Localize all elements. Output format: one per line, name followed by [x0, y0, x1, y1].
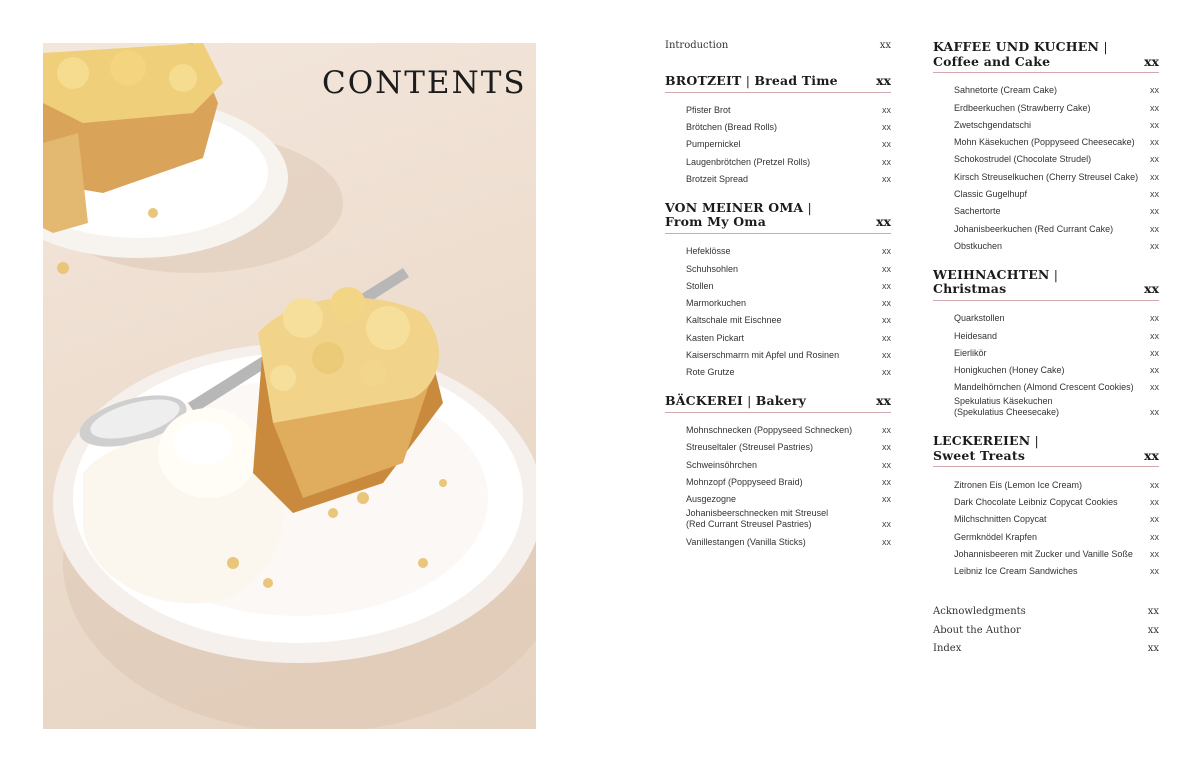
recipe-entry[interactable] — [954, 379, 1159, 396]
recipe-name: Vanillestangen (Vanilla Sticks) — [686, 536, 806, 547]
recipe-name: Schweinsöhrchen — [686, 459, 758, 470]
recipe-entry[interactable] — [954, 345, 1159, 362]
recipe-name: Mandelhörnchen (Almond Crescent Cookies) — [954, 382, 1134, 393]
recipe-page-number: xx — [882, 263, 891, 274]
recipe-page-number: xx — [1150, 119, 1159, 130]
recipe-entry[interactable] — [686, 456, 891, 473]
section-page-number: xx — [1144, 447, 1159, 463]
recipe-name: Germknödel Krapfen — [954, 531, 1038, 542]
recipe-page-number: xx — [1150, 347, 1159, 358]
section-heading[interactable] — [665, 74, 891, 93]
toc-section — [933, 40, 1159, 255]
recipe-entry[interactable] — [686, 260, 891, 277]
back-matter-entry[interactable] — [933, 606, 1159, 625]
recipe-name: Marmorkuchen — [686, 298, 747, 309]
back-matter-label: Index — [933, 643, 962, 655]
section-title-german: BÄCKEREI — [665, 393, 743, 409]
recipe-entry[interactable] — [686, 329, 891, 346]
recipe-name: Brotzeit Spread — [686, 173, 749, 184]
section-heading[interactable] — [933, 434, 1159, 467]
section-title-english: From My Oma — [665, 214, 767, 230]
recipe-page-number: xx — [882, 280, 891, 291]
recipe-entry[interactable] — [686, 171, 891, 188]
recipe-list — [933, 82, 1159, 255]
recipe-page-number: xx — [1150, 154, 1159, 165]
recipe-page-number: xx — [1150, 407, 1159, 418]
recipe-entry[interactable] — [954, 186, 1159, 203]
recipe-page-number: xx — [882, 315, 891, 326]
recipe-list — [933, 310, 1159, 421]
recipe-name: Dark Chocolate Leibniz Copycat Cookies — [954, 497, 1118, 508]
section-title-german: KAFFEE UND KUCHEN — [933, 39, 1100, 54]
section-page-number: xx — [876, 214, 891, 230]
section-title-separator: | — [741, 73, 755, 88]
recipe-entry[interactable] — [954, 494, 1159, 511]
recipe-page-number: xx — [882, 350, 891, 361]
recipe-page-number: xx — [882, 459, 891, 470]
recipe-name: Spekulatius Käsekuchen (Spekulatius Cheesecake) — [954, 396, 1060, 418]
toc-column-right — [933, 40, 1159, 662]
recipe-name: Pfister Brot — [686, 104, 731, 115]
section-title-english: Sweet Treats — [933, 447, 1026, 463]
recipe-page-number: xx — [1150, 330, 1159, 341]
recipe-entry[interactable] — [954, 151, 1159, 168]
recipe-page-number: xx — [1150, 548, 1159, 559]
section-page-number: xx — [1144, 53, 1159, 69]
recipe-entry[interactable] — [954, 546, 1159, 563]
recipe-page-number: xx — [1150, 497, 1159, 508]
recipe-name: Quarkstollen — [954, 313, 1005, 324]
recipe-entry[interactable] — [686, 153, 891, 170]
recipe-entry[interactable] — [954, 528, 1159, 545]
recipe-name: Mohn Käsekuchen (Poppyseed Cheesecake) — [954, 137, 1135, 148]
recipe-list — [933, 476, 1159, 580]
back-matter-page: xx — [1147, 643, 1159, 655]
section-title-english: Bakery — [755, 393, 807, 409]
recipe-page-number: xx — [1150, 240, 1159, 251]
recipe-page-number: xx — [882, 477, 891, 488]
recipe-entry[interactable] — [686, 243, 891, 260]
recipe-name: Pumpernickel — [686, 139, 741, 150]
recipe-name: Sachertorte — [954, 206, 1001, 217]
section-title-german: LECKEREIEN — [933, 433, 1031, 449]
recipe-page-number: xx — [1150, 206, 1159, 217]
back-matter-page: xx — [1147, 624, 1159, 636]
recipe-list — [665, 243, 891, 381]
section-page-number: xx — [876, 393, 891, 409]
recipe-entry[interactable] — [686, 295, 891, 312]
recipe-page-number: xx — [1150, 531, 1159, 542]
recipe-name: Johanisbeerschnecken mit Streusel (Red Currant Streusel Pastries) — [686, 508, 829, 530]
recipe-entry[interactable] — [954, 327, 1159, 344]
recipe-entry[interactable] — [954, 99, 1159, 116]
recipe-name: Rote Grutze — [686, 367, 735, 378]
recipe-name: Eierlikör — [954, 347, 987, 358]
recipe-name: Kaiserschmarrn mit Apfel und Rosinen — [686, 350, 840, 361]
section-heading[interactable] — [665, 394, 891, 413]
recipe-entry[interactable] — [954, 563, 1159, 580]
recipe-page-number: xx — [1150, 102, 1159, 113]
section-title-separator: | — [742, 393, 756, 409]
recipe-entry[interactable] — [686, 136, 891, 153]
recipe-list — [665, 422, 891, 551]
section-title — [665, 201, 812, 230]
recipe-name: Kaltschale mit Eischnee — [686, 315, 782, 326]
cover-photo — [43, 43, 536, 729]
recipe-entry[interactable] — [954, 134, 1159, 151]
recipe-entry[interactable] — [686, 422, 891, 439]
recipe-page-number: xx — [1150, 382, 1159, 393]
recipe-name: Ausgezogne — [686, 494, 737, 505]
back-matter-page: xx — [1147, 606, 1159, 618]
toc-section — [933, 434, 1159, 580]
recipe-entry[interactable] — [686, 312, 891, 329]
recipe-list — [665, 102, 891, 188]
recipe-entry[interactable] — [954, 362, 1159, 379]
dessert-photo-illustration — [43, 43, 536, 729]
toc-column-left — [665, 40, 891, 564]
recipe-entry[interactable] — [954, 396, 1159, 421]
section-title — [665, 394, 806, 409]
recipe-entry[interactable] — [954, 220, 1159, 237]
back-plate — [43, 43, 288, 258]
recipe-entry[interactable] — [686, 474, 891, 491]
recipe-name: Mohnzopf (Poppyseed Braid) — [686, 477, 803, 488]
toc-section — [665, 394, 891, 550]
recipe-page-number: xx — [1150, 189, 1159, 200]
recipe-name: Kirsch Streuselkuchen (Cherry Streusel Cake) — [954, 171, 1139, 182]
section-title — [933, 434, 1039, 463]
toc-section — [933, 268, 1159, 421]
recipe-entry[interactable] — [686, 491, 891, 508]
toc-intro-page: xx — [879, 40, 891, 51]
recipe-page-number: xx — [1150, 479, 1159, 490]
section-title-english: Christmas — [933, 281, 1007, 297]
recipe-entry[interactable] — [686, 364, 891, 381]
section-page-number: xx — [876, 73, 891, 88]
recipe-name: Kasten Pickart — [686, 332, 745, 343]
recipe-name: Erdbeerkuchen (Strawberry Cake) — [954, 102, 1091, 113]
recipe-page-number: xx — [882, 442, 891, 453]
recipe-page-number: xx — [882, 156, 891, 167]
recipe-page-number: xx — [882, 173, 891, 184]
recipe-page-number: xx — [882, 494, 891, 505]
back-matter-label: Acknowledgments — [933, 606, 1026, 618]
recipe-entry[interactable] — [686, 439, 891, 456]
recipe-name: Mohnschnecken (Poppyseed Schnecken) — [686, 425, 853, 436]
recipe-entry[interactable] — [954, 203, 1159, 220]
recipe-name: Zitronen Eis (Lemon Ice Cream) — [954, 479, 1083, 490]
section-title-separator: | — [1053, 266, 1059, 282]
section-page-number: xx — [1144, 281, 1159, 297]
section-title-german: BROTZEIT — [665, 73, 742, 88]
section-title-english: Bread Time — [754, 73, 838, 88]
recipe-name: Obstkuchen — [954, 240, 1003, 251]
recipe-name: Leibniz Ice Cream Sandwiches — [954, 566, 1078, 577]
recipe-page-number: xx — [1150, 566, 1159, 577]
recipe-page-number: xx — [882, 367, 891, 378]
section-title-separator: | — [1103, 39, 1108, 54]
toc-intro-row[interactable] — [665, 40, 891, 51]
recipe-page-number: xx — [882, 104, 891, 115]
recipe-name: Brötchen (Bread Rolls) — [686, 122, 778, 133]
recipe-page-number: xx — [1150, 171, 1159, 182]
recipe-name: Johannisbeeren mit Zucker und Vanille Soße — [954, 548, 1133, 559]
recipe-page-number: xx — [882, 298, 891, 309]
section-title — [665, 74, 838, 89]
recipe-name: Johanisbeerkuchen (Red Currant Cake) — [954, 223, 1114, 234]
back-matter-entry[interactable] — [933, 625, 1159, 644]
recipe-name: Laugenbrötchen (Pretzel Rolls) — [686, 156, 811, 167]
recipe-entry[interactable] — [686, 119, 891, 136]
contents-heading: CONTENTS — [322, 65, 527, 101]
recipe-name: Schokostrudel (Chocolate Strudel) — [954, 154, 1092, 165]
recipe-entry[interactable] — [686, 102, 891, 119]
recipe-page-number: xx — [1150, 365, 1159, 376]
section-title-german: VON MEINER OMA — [665, 199, 804, 215]
recipe-page-number: xx — [1150, 223, 1159, 234]
recipe-entry[interactable] — [954, 238, 1159, 255]
recipe-entry[interactable] — [954, 117, 1159, 134]
section-title-english: Coffee and Cake — [933, 53, 1051, 69]
section-heading[interactable] — [933, 268, 1159, 301]
recipe-entry[interactable] — [954, 82, 1159, 99]
recipe-page-number: xx — [882, 332, 891, 343]
recipe-name: Honigkuchen (Honey Cake) — [954, 365, 1065, 376]
recipe-entry[interactable] — [686, 347, 891, 364]
recipe-name: Streuseltaler (Streusel Pastries) — [686, 442, 814, 453]
back-matter-list — [933, 606, 1159, 662]
recipe-page-number: xx — [882, 519, 891, 530]
toc-section — [665, 201, 891, 381]
recipe-entry[interactable] — [954, 168, 1159, 185]
recipe-page-number: xx — [882, 425, 891, 436]
recipe-name: Schuhsohlen — [686, 263, 739, 274]
recipe-entry[interactable] — [954, 310, 1159, 327]
recipe-name: Stollen — [686, 280, 714, 291]
toc-intro-label: Introduction — [665, 40, 729, 51]
recipe-page-number: xx — [882, 536, 891, 547]
back-matter-entry[interactable] — [933, 643, 1159, 662]
recipe-page-number: xx — [1150, 313, 1159, 324]
recipe-name: Classic Gugelhupf — [954, 189, 1028, 200]
toc-section — [665, 74, 891, 188]
section-title-separator: | — [807, 199, 812, 215]
recipe-page-number: xx — [882, 139, 891, 150]
recipe-name: Zwetschgendatschi — [954, 119, 1032, 130]
recipe-page-number: xx — [1150, 514, 1159, 525]
section-title-german: WEIHNACHTEN — [933, 266, 1050, 282]
section-heading[interactable] — [933, 40, 1159, 73]
recipe-page-number: xx — [1150, 85, 1159, 96]
recipe-name: Heidesand — [954, 330, 998, 341]
recipe-name: Milchschnitten Copycat — [954, 514, 1047, 525]
section-heading[interactable] — [665, 201, 891, 234]
section-title — [933, 268, 1058, 297]
recipe-name: Hefeklösse — [686, 246, 731, 257]
recipe-entry[interactable] — [686, 533, 891, 550]
back-matter-label: About the Author — [933, 624, 1021, 636]
recipe-page-number: xx — [882, 122, 891, 133]
recipe-entry[interactable] — [686, 508, 891, 533]
recipe-entry[interactable] — [954, 511, 1159, 528]
recipe-page-number: xx — [882, 246, 891, 257]
recipe-entry[interactable] — [954, 476, 1159, 493]
recipe-name: Sahnetorte (Cream Cake) — [954, 85, 1058, 96]
section-title-separator: | — [1034, 433, 1039, 449]
recipe-entry[interactable] — [686, 278, 891, 295]
recipe-page-number: xx — [1150, 137, 1159, 148]
section-title — [933, 40, 1108, 69]
